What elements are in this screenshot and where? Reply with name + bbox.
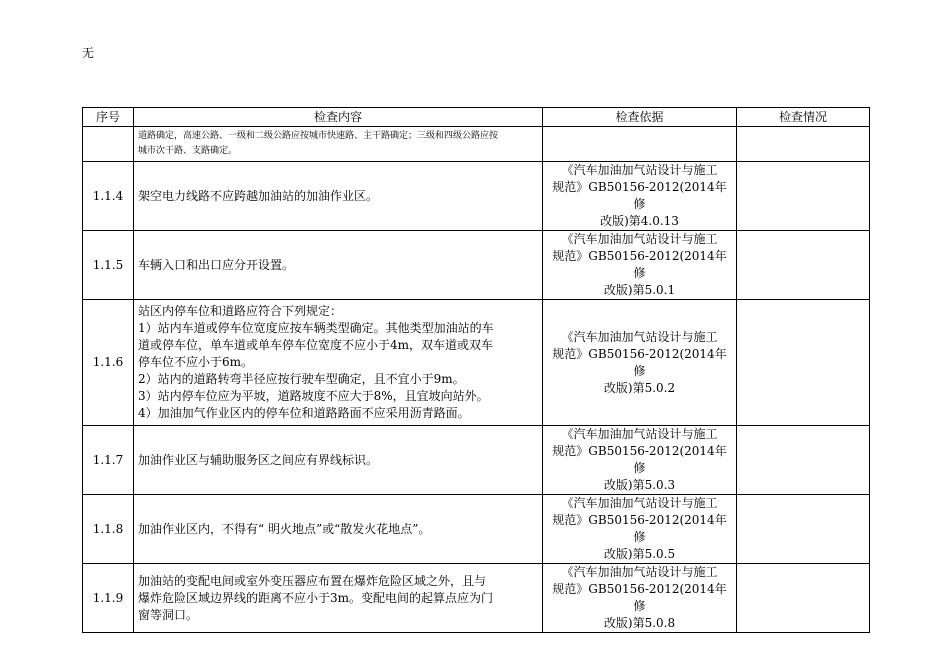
header-content: 检查内容	[134, 108, 543, 127]
header-number: 序号	[83, 108, 134, 127]
row-number: 1.1.9	[83, 564, 134, 633]
table-row	[83, 127, 870, 162]
content-line: 1）站内车道或停车位宽度应按车辆类型确定。其他类型加油站的车	[138, 321, 494, 335]
content-line: 加油站的变配电间或室外变压器应布置在爆炸危险区域之外，且与	[138, 573, 487, 588]
content-line: 3）站内停车位应为平坡，道路坡度不应大于8%，且宜坡向站外。	[138, 389, 489, 403]
basis-line: 改版)第5.0.5	[603, 547, 676, 561]
content-line: 城市次干路、支路确定。	[138, 146, 238, 156]
content-line: 车辆入口和出口应分开设置。	[138, 257, 295, 272]
check-status-cell[interactable]	[737, 564, 870, 633]
table-header-row	[83, 108, 870, 127]
check-content	[134, 495, 543, 564]
row-number: 1.1.8	[83, 495, 134, 564]
check-content	[134, 426, 543, 495]
content-line: 4）加油加气作业区内的停车位和道路路面不应采用沥青路面。	[138, 406, 470, 420]
table-row	[83, 300, 870, 426]
row-number: 1.1.5	[83, 231, 134, 300]
basis-line: 改版)第5.0.3	[603, 478, 676, 492]
table-row	[83, 231, 870, 300]
basis-line: 《汽车加油加气站设计与施工	[561, 427, 718, 441]
check-status-cell[interactable]	[737, 127, 870, 162]
content-line: 加油作业区与辅助服务区之间应有界线标识。	[138, 452, 379, 467]
row-number: 1.1.6	[83, 300, 134, 426]
basis-line: 《汽车加油加气站设计与施工	[561, 163, 718, 177]
inspection-table	[82, 107, 870, 633]
basis-line: 《汽车加油加气站设计与施工	[561, 496, 718, 510]
basis-line: 规范》GB50156-2012(2014年修	[552, 444, 727, 475]
content-line: 停车位不应小于6m。	[138, 355, 254, 369]
table-row	[83, 495, 870, 564]
table-row	[83, 426, 870, 495]
basis-line: 《汽车加油加气站设计与施工	[561, 329, 718, 344]
content-line: 道或停车位，单车道或单车停车位宽度不应小于4m，双车道或双车	[138, 338, 494, 352]
check-content	[134, 231, 543, 300]
row-number	[83, 127, 134, 162]
check-content	[134, 564, 543, 633]
header-basis: 检查依据	[543, 108, 737, 127]
basis-line: 规范》GB50156-2012(2014年修	[552, 346, 727, 378]
content-line: 道路确定，高速公路、一级和二级公路应按城市快速路、主干路确定；三级和四级公路应按	[138, 131, 499, 141]
basis-line: 改版)第5.0.8	[603, 616, 676, 630]
content-line: 架空电力线路不应跨越加油站的加油作业区。	[138, 188, 379, 203]
row-number: 1.1.4	[83, 162, 134, 231]
basis-line: 规范》GB50156-2012(2014年修	[552, 513, 727, 544]
table-row	[83, 162, 870, 231]
check-basis	[543, 426, 737, 495]
basis-line: 规范》GB50156-2012(2014年修	[552, 249, 727, 280]
check-status-cell[interactable]	[737, 231, 870, 300]
basis-line: 《汽车加油加气站设计与施工	[561, 232, 718, 246]
basis-line: 规范》GB50156-2012(2014年修	[552, 582, 727, 613]
check-basis	[543, 300, 737, 426]
check-basis	[543, 162, 737, 231]
check-status-cell[interactable]	[737, 300, 870, 426]
check-basis	[543, 127, 737, 162]
row-number: 1.1.7	[83, 426, 134, 495]
content-line: 2）站内的道路转弯半径应按行驶车型确定，且不宜小于9m。	[138, 372, 465, 386]
content-line: 窗等洞口。	[138, 607, 199, 622]
check-content	[134, 127, 543, 162]
check-basis	[543, 564, 737, 633]
check-content	[134, 300, 543, 426]
content-line: 爆炸危险区域边界线的距离不应小于3m。变配电间的起算点应为门	[138, 590, 494, 605]
check-status-cell[interactable]	[737, 495, 870, 564]
table-row	[83, 564, 870, 633]
check-status-cell[interactable]	[737, 162, 870, 231]
basis-line: 《汽车加油加气站设计与施工	[561, 565, 718, 579]
page-note: 无	[82, 46, 95, 60]
basis-line: 规范》GB50156-2012(2014年修	[552, 180, 727, 211]
basis-line: 改版)第5.0.2	[603, 380, 676, 395]
check-basis	[543, 231, 737, 300]
content-line: 站区内停车位和道路应符合下列规定：	[138, 304, 343, 318]
check-status-cell[interactable]	[737, 426, 870, 495]
header-status: 检查情况	[737, 108, 870, 127]
content-line: 加油作业区内，不得有“ 明火地点”或“散发火花地点”。	[138, 521, 431, 536]
basis-line: 改版)第4.0.13	[600, 214, 679, 228]
check-content	[134, 162, 543, 231]
basis-line: 改版)第5.0.1	[603, 283, 676, 297]
check-basis	[543, 495, 737, 564]
